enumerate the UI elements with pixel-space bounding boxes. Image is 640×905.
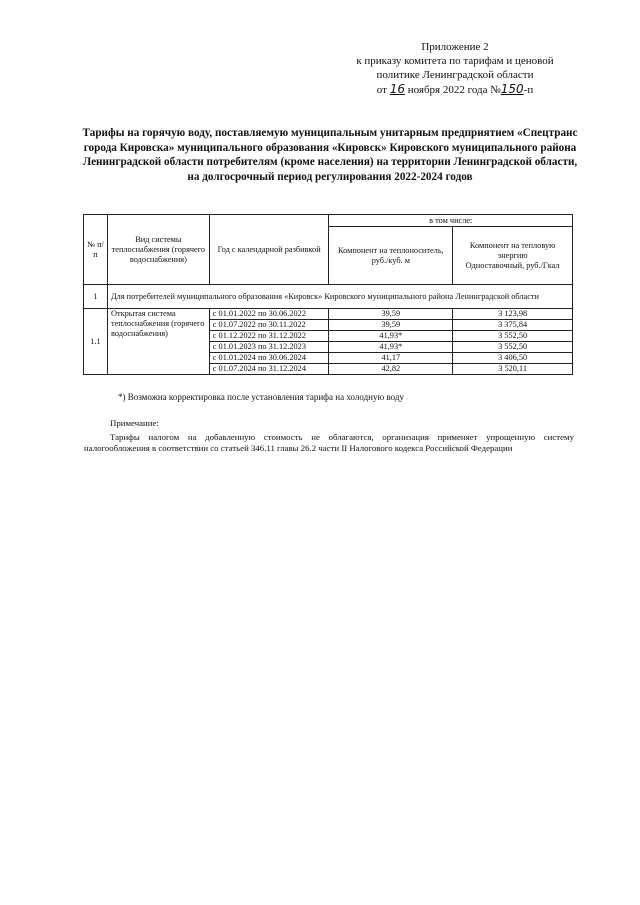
header-carrier: Компонент на теплоноситель, руб./куб. м bbox=[329, 227, 453, 285]
row-energy: 3 375,84 bbox=[453, 320, 573, 331]
appendix-committee: политике Ленинградской области bbox=[376, 69, 534, 81]
header-including: в том числе: bbox=[329, 215, 573, 227]
row-period: с 01.12.2022 по 31.12.2022 bbox=[209, 331, 329, 342]
appendix-date-line bbox=[330, 82, 580, 97]
group-row bbox=[84, 285, 573, 309]
row-energy: 3 552,50 bbox=[453, 342, 573, 353]
row-carrier: 39,59 bbox=[329, 309, 453, 320]
header-energy bbox=[453, 227, 573, 285]
doc-number: 150 bbox=[500, 82, 524, 96]
tariff-table bbox=[83, 214, 573, 375]
row-period: с 01.01.2022 по 30.06.2022 bbox=[209, 309, 329, 320]
row-period: с 01.01.2024 по 30.06.2024 bbox=[209, 353, 329, 364]
row-carrier: 41,93* bbox=[329, 331, 453, 342]
sub-num: 1.1 bbox=[84, 309, 108, 375]
row-period: с 01.07.2024 по 31.12.2024 bbox=[209, 364, 329, 375]
row-energy: 3 123,98 bbox=[453, 309, 573, 320]
row-energy: 3 520,11 bbox=[453, 364, 573, 375]
date-suffix: -п bbox=[523, 84, 534, 96]
row-energy: 3 406,50 bbox=[453, 353, 573, 364]
header-system: Вид системы теплоснабжения (горячего водоснабжения) bbox=[107, 215, 209, 285]
date-prefix: от bbox=[376, 84, 387, 96]
note-label: Примечание: bbox=[110, 418, 159, 428]
footnote: *) Возможна корректировка после установления тарифа на холодную воду bbox=[118, 392, 404, 402]
document-title: Тарифы на горячую воду, поставляемую муниципальным унитарным предприятием «Спецтранс города Кировска» муниципального образования «Кировск» Кировского муниципального района Ленинградской области потребителям (кроме населения) на территории Ленинградской области, на долгосрочный период регулирования 2022-2024 годов bbox=[82, 127, 578, 183]
group-text: Для потребителей муниципального образования «Кировск» Кировского муниципального района Ленинградской области bbox=[107, 285, 572, 309]
appendix-title: Приложение 2 bbox=[421, 41, 489, 53]
header-energy-line2: Одноставочный, руб./Гкал bbox=[465, 260, 560, 270]
row-energy: 3 552,50 bbox=[453, 331, 573, 342]
group-num: 1 bbox=[84, 285, 108, 309]
note-text: Тарифы налогом на добавленную стоимость не облагаются, организация применяет упрощенную систему налогообложения в соответствии со статьей 346.11 главы 26.2 части II Налогового кодекса Российской Федерации bbox=[84, 432, 574, 453]
appendix-order-ref: к приказу комитета по тарифам и ценовой bbox=[356, 55, 554, 67]
appendix-header bbox=[330, 40, 580, 97]
row-carrier: 39,59 bbox=[329, 320, 453, 331]
row-carrier: 41,93* bbox=[329, 342, 453, 353]
date-mid: ноября 2022 года № bbox=[407, 84, 501, 96]
sub-system: Открытая система теплоснабжения (горячего водоснабжения) bbox=[107, 309, 209, 375]
row-period: с 01.01.2023 по 31.12.2023 bbox=[209, 342, 329, 353]
header-energy-line1: Компонент на тепловую энергию bbox=[469, 240, 556, 260]
row-carrier: 41,17 bbox=[329, 353, 453, 364]
header-num: № п/п bbox=[84, 215, 108, 285]
header-period: Год с календарной разбивкой bbox=[209, 215, 329, 285]
row-period: с 01.07.2022 по 30.11.2022 bbox=[209, 320, 329, 331]
date-day: 16 bbox=[389, 82, 405, 96]
row-carrier: 42,82 bbox=[329, 364, 453, 375]
table-row bbox=[84, 309, 573, 320]
